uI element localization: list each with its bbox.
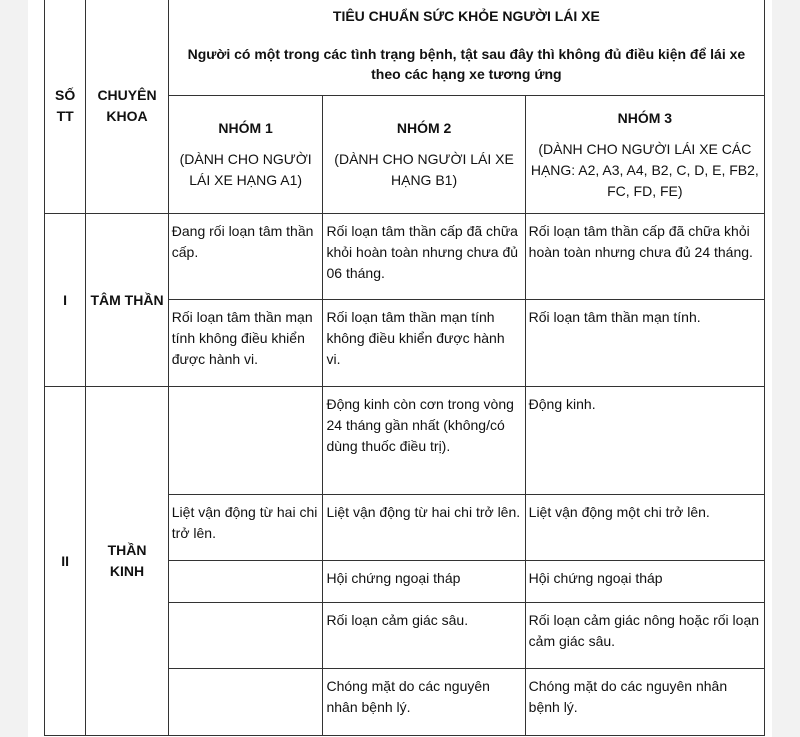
group-3-desc: (DÀNH CHO NGƯỜI LÁI XE CÁC HẠNG: A2, A3, A4, B2, C, D, E, FB2, FC, FD, FE) [530, 140, 759, 199]
table-title: TIÊU CHUẨN SỨC KHỎE NGƯỜI LÁI XE [332, 8, 600, 24]
table-cell: Động kinh còn cơn trong vòng 24 tháng gần nhất (không/có dùng thuốc điều trị). [323, 387, 525, 495]
table-cell: Chóng mặt do các nguyên nhân bệnh lý. [323, 669, 525, 736]
table-cell: Hội chứng ngoại tháp [525, 561, 764, 603]
table-cell: Rối loạn cảm giác nông hoặc rối loạn cảm giác sâu. [525, 603, 764, 669]
table-cell: Rối loạn cảm giác sâu. [323, 603, 525, 669]
table-cell: Rối loạn tâm thần mạn tính không điều khiển được hành vi. [323, 300, 525, 387]
section-number: II [45, 387, 86, 736]
table-cell [168, 387, 323, 495]
group-1-name: NHÓM 1 [218, 120, 273, 136]
table-cell: Rối loạn tâm thần cấp đã chữa khỏi hoàn toàn nhưng chưa đủ 06 tháng. [323, 214, 525, 300]
table-cell [168, 669, 323, 736]
table-cell: Rối loạn tâm thần cấp đã chữa khỏi hoàn toàn nhưng chưa đủ 24 tháng. [525, 214, 764, 300]
section-number: I [45, 214, 86, 387]
table-cell: Liệt vận động từ hai chi trở lên. [168, 495, 323, 561]
table-cell: Hội chứng ngoại tháp [323, 561, 525, 603]
group-1-desc: (DÀNH CHO NGƯỜI LÁI XE HẠNG A1) [179, 151, 312, 188]
table-row [45, 214, 765, 300]
section-name: THẦN KINH [86, 387, 169, 736]
table-row [45, 387, 765, 495]
section-name: TÂM THẦN [86, 214, 169, 387]
table-cell: Liệt vận động từ hai chi trở lên. [323, 495, 525, 561]
group-2-name: NHÓM 2 [396, 120, 452, 136]
table-cell: Đang rối loạn tâm thần cấp. [168, 214, 323, 300]
group-3-name: NHÓM 3 [617, 109, 673, 126]
table-cell [168, 603, 323, 669]
group-3-header [525, 96, 764, 214]
table-cell: Chóng mặt do các nguyên nhân bệnh lý. [525, 669, 764, 736]
table-cell [168, 561, 323, 603]
header-chuyen-khoa: CHUYÊN KHOA [86, 0, 169, 214]
group-2-desc: (DÀNH CHO NGƯỜI LÁI XE HẠNG B1) [334, 151, 514, 188]
table-cell: Rối loạn tâm thần mạn tính. [525, 300, 764, 387]
header-main [168, 0, 764, 96]
table-cell: Liệt vận động một chi trở lên. [525, 495, 764, 561]
group-2-header [323, 96, 525, 214]
table-subtitle: Người có một trong các tình trạng bệnh, tật sau đây thì không đủ điều kiện để lái xe theo các hạng xe tương ứng [187, 46, 746, 82]
table-cell: Rối loạn tâm thần mạn tính không điều khiển được hành vi. [168, 300, 323, 387]
health-standards-table [44, 0, 765, 736]
table-cell: Động kinh. [525, 387, 764, 495]
header-stt: SỐ TT [45, 0, 86, 214]
group-1-header [168, 96, 323, 214]
